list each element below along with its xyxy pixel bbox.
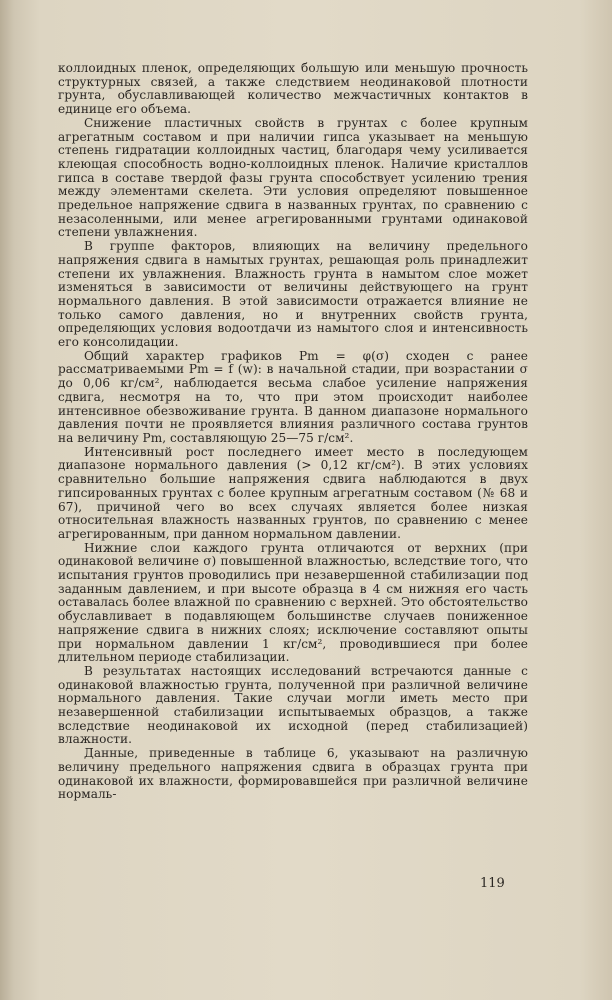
page-number: 119: [480, 876, 505, 891]
paragraph-8: Данные, приведенные в таблице 6, указывают на различную величину предельного напряжения сдвига в образцах грунта при одинаковой их влажности, формировавшейся при различной величине нормаль-: [58, 746, 528, 802]
paragraph-7: В результатах настоящих исследований встречаются данные с одинаковой влажностью грунта, полученной при различной величине нормального давления. Такие случаи могли иметь место при незавершенной стабилизации испытываемых образцов, а также вследствие неодинаковой их исходной (перед стабилизацией) влажности.: [58, 663, 528, 747]
paragraph-2: Снижение пластичных свойств в грунтах с более крупным агрегатным составом и при наличии гипса указывает на меньшую степень гидратации коллоидных частиц, благодаря чему усиливается клеющая способность водно-коллоидных пленок. Наличие кристаллов гипса в составе твердой фазы грунта способствует усилению трения между элементами скелета. Эти условия определяют повышенное предельное напряжение сдвига в названных грунтах, по сравнению с незасоленными, или менее агрегированными грунтами одинаковой степени увлажнения.: [58, 115, 528, 240]
paragraph-5: Интенсивный рост последнего имеет место в последующем диапазоне нормального давления (> 0,12 кг/см²). В этих условиях сравнительно большие напряжения сдвига наблюдаются в двух гипсированных грунтах с более крупным агрегатным составом (№ 68 и 67), причиной чего во всех случаях является более низкая относительная влажность названных грунтов, по сравнению с менее агрегированным, при данном нормальном давлении.: [58, 444, 528, 541]
paragraph-1: коллоидных пленок, определяющих большую или меньшую прочность структурных связей, а также следствием неодинаковой плотности грунта, обуславливающей количество межчастичных контактов в единице его объема.: [58, 61, 528, 117]
paragraph-6: Нижние слои каждого грунта отличаются от верхних (при одинаковой величине σ) повышенной влажностью, вследствие того, что испытания грунтов проводились при незавершенной стабилизации под заданным давлением, и при высоте образца в 4 см нижняя его часть оставалась более влажной по сравнению с верхней. Это обстоятельство обуславливает в подавляющем большинстве случаев пониженное напряжение сдвига в нижних слоях; исключение составляют опыты при нормальном давлении 1 кг/см², проводившиеся при более длительном периоде стабилизации.: [58, 540, 528, 665]
paragraph-4: Общий характер графиков Pm = φ(σ) сходен с ранее рассматриваемыми Pm = f (w): в начальной стадии, при возрастании σ до 0,06 кг/см², наблюдается весьма слабое усиление напряжения сдвига, несмотря на то, что при этом происходит наиболее интенсивное обезвоживание грунта. В данном диапазоне нормального давления почти не проявляется влияния различного состава грунтов на величину Pm, составляющую 25—75 г/см².: [58, 348, 528, 445]
paragraph-3: В группе факторов, влияющих на величину предельного напряжения сдвига в намытых грунтах, решающая роль принадлежит степени их увлажнения. Влажность грунта в намытом слое может изменяться в зависимости от величины действующего на грунт нормального давления. В этой зависимости отражается влияние не только самого давления, но и внутренних свойств грунта, определяющих условия водоотдачи из намытого слоя и интенсивность его консолидации.: [58, 239, 528, 350]
body-text: [58, 62, 528, 802]
